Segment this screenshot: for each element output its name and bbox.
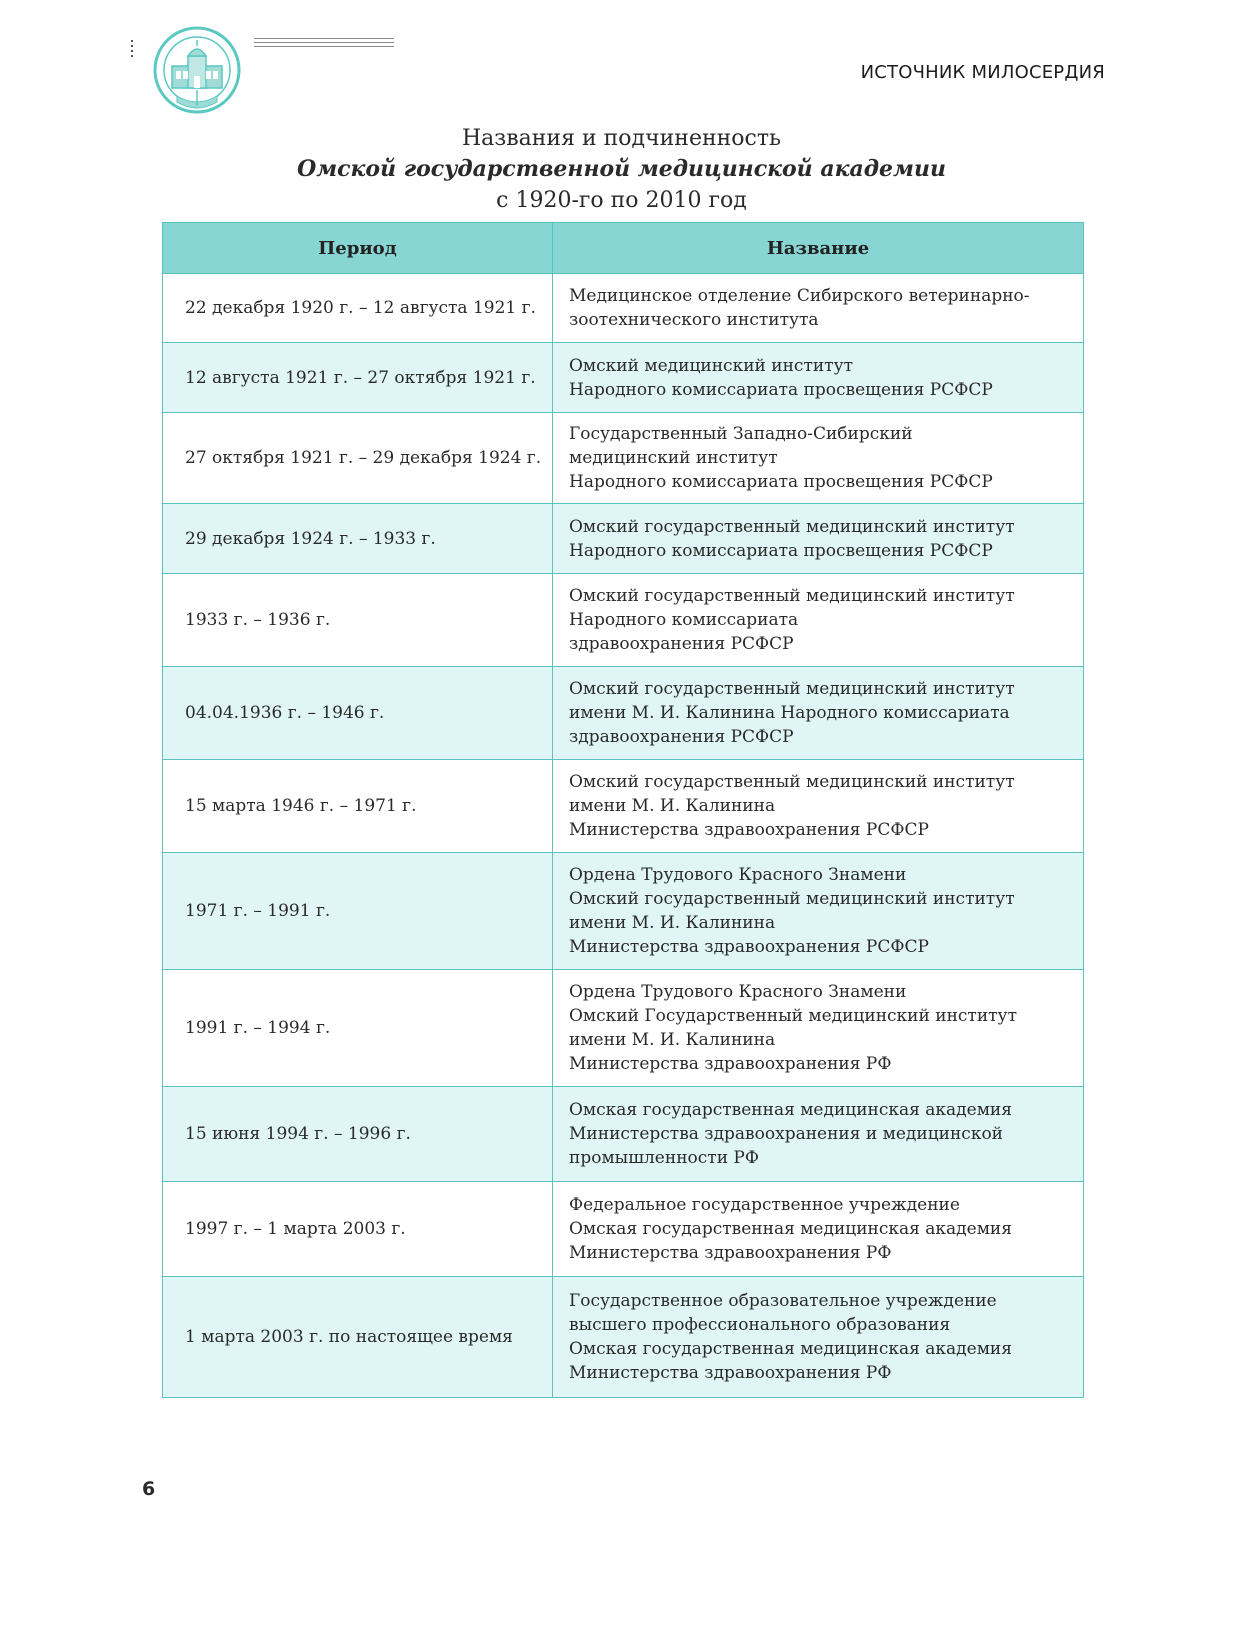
table-header-row (163, 223, 1084, 274)
name-line: Омская государственная медицинская академия (569, 1339, 1012, 1359)
page-number: 6 (142, 1478, 156, 1500)
name-cell (553, 274, 1084, 343)
name-line: Министерства здравоохранения и медицинской (569, 1124, 1004, 1144)
name-cell (553, 853, 1084, 970)
name-cell (553, 413, 1084, 504)
name-line: Министерства здравоохранения РФ (569, 1054, 892, 1074)
period-cell: 1991 г. – 1994 г. (163, 970, 553, 1087)
scan-artifact-dots (130, 40, 136, 74)
table-row (163, 504, 1084, 574)
title-line-3: с 1920-го по 2010 год (496, 188, 747, 213)
period-cell: 12 августа 1921 г. – 27 октября 1921 г. (163, 343, 553, 413)
history-table (162, 222, 1084, 1398)
period-cell: 27 октября 1921 г. – 29 декабря 1924 г. (163, 413, 553, 504)
table-row (163, 1182, 1084, 1277)
name-line: имени М. И. Калинина Народного комиссариата (569, 703, 1010, 723)
name-line: имени М. И. Калинина (569, 796, 776, 816)
name-line: Омский Государственный медицинский институт (569, 1006, 1017, 1026)
name-line: зоотехнического института (569, 310, 819, 330)
table-row (163, 1277, 1084, 1398)
name-line: Министерства здравоохранения РСФСР (569, 937, 929, 957)
period-cell: 15 июня 1994 г. – 1996 г. (163, 1087, 553, 1182)
name-cell (553, 970, 1084, 1087)
table-row (163, 274, 1084, 343)
name-line: Федеральное государственное учреждение (569, 1195, 960, 1215)
title-line-2: Омской государственной медицинской академии (297, 156, 946, 182)
period-cell: 1 марта 2003 г. по настоящее время (163, 1277, 553, 1398)
name-line: Народного комиссариата (569, 610, 799, 630)
table-row (163, 667, 1084, 760)
name-cell (553, 504, 1084, 574)
name-line: Народного комиссариата просвещения РСФСР (569, 540, 993, 561)
name-line: Министерства здравоохранения РФ (569, 1363, 892, 1383)
name-line: Государственное образовательное учреждение (569, 1291, 997, 1311)
name-line: имени М. И. Калинина (569, 913, 776, 933)
scan-artifact-lines (254, 38, 394, 52)
academy-emblem-icon (152, 26, 242, 118)
name-line: Народного комиссариата просвещения РСФСР (569, 472, 993, 492)
name-line: Омская государственная медицинская академия (569, 1100, 1012, 1120)
name-line: Министерства здравоохранения РФ (569, 1243, 892, 1263)
table-row (163, 1087, 1084, 1182)
name-line: медицинский институт (569, 448, 778, 468)
document-title (160, 123, 1083, 216)
table-row (163, 413, 1084, 504)
period-cell: 22 декабря 1920 г. – 12 августа 1921 г. (163, 274, 553, 343)
period-cell: 1933 г. – 1936 г. (163, 574, 553, 667)
period-cell: 04.04.1936 г. – 1946 г. (163, 667, 553, 760)
name-line: Ордена Трудового Красного Знамени (569, 982, 907, 1002)
name-cell (553, 1277, 1084, 1398)
table-row (163, 574, 1084, 667)
name-line: Народного комиссариата просвещения РСФСР (569, 379, 993, 400)
name-line: Омский государственный медицинский институт (569, 889, 1015, 909)
table-row (163, 853, 1084, 970)
name-cell (553, 667, 1084, 760)
name-line: Омский медицинский институт (569, 355, 853, 376)
period-cell: 1997 г. – 1 марта 2003 г. (163, 1182, 553, 1277)
title-line-1: Названия и подчиненность (461, 126, 782, 151)
period-cell: 15 марта 1946 г. – 1971 г. (163, 760, 553, 853)
name-line: Государственный Западно-Сибирский (569, 424, 913, 444)
table-row (163, 760, 1084, 853)
name-line: Омский государственный медицинский институт (569, 516, 1015, 537)
name-line: Ордена Трудового Красного Знамени (569, 865, 907, 885)
table-row (163, 343, 1084, 413)
column-header-name: Название (553, 223, 1084, 274)
name-cell (553, 574, 1084, 667)
table-row (163, 970, 1084, 1087)
name-line: имени М. И. Калинина (569, 1030, 776, 1050)
name-cell (553, 760, 1084, 853)
period-cell: 29 декабря 1924 г. – 1933 г. (163, 504, 553, 574)
name-cell (553, 1182, 1084, 1277)
name-line: здравоохранения РСФСР (569, 634, 794, 654)
name-line: здравоохранения РСФСР (569, 727, 794, 747)
name-line: Медицинское отделение Сибирского ветеринарно- (569, 286, 1030, 306)
name-line: Министерства здравоохранения РСФСР (569, 820, 929, 840)
name-cell (553, 1087, 1084, 1182)
period-cell: 1971 г. – 1991 г. (163, 853, 553, 970)
name-line: Омский государственный медицинский институт (569, 772, 1015, 792)
name-line: Омский государственный медицинский институт (569, 586, 1015, 606)
name-line: высшего профессионального образования (569, 1315, 951, 1335)
name-line: Омский государственный медицинский институт (569, 679, 1015, 699)
name-cell (553, 343, 1084, 413)
name-line: Омская государственная медицинская академия (569, 1219, 1012, 1239)
column-header-period: Период (163, 223, 553, 274)
name-line: промышленности РФ (569, 1148, 759, 1168)
running-header-title: ИСТОЧНИК МИЛОСЕРДИЯ (860, 62, 1105, 83)
